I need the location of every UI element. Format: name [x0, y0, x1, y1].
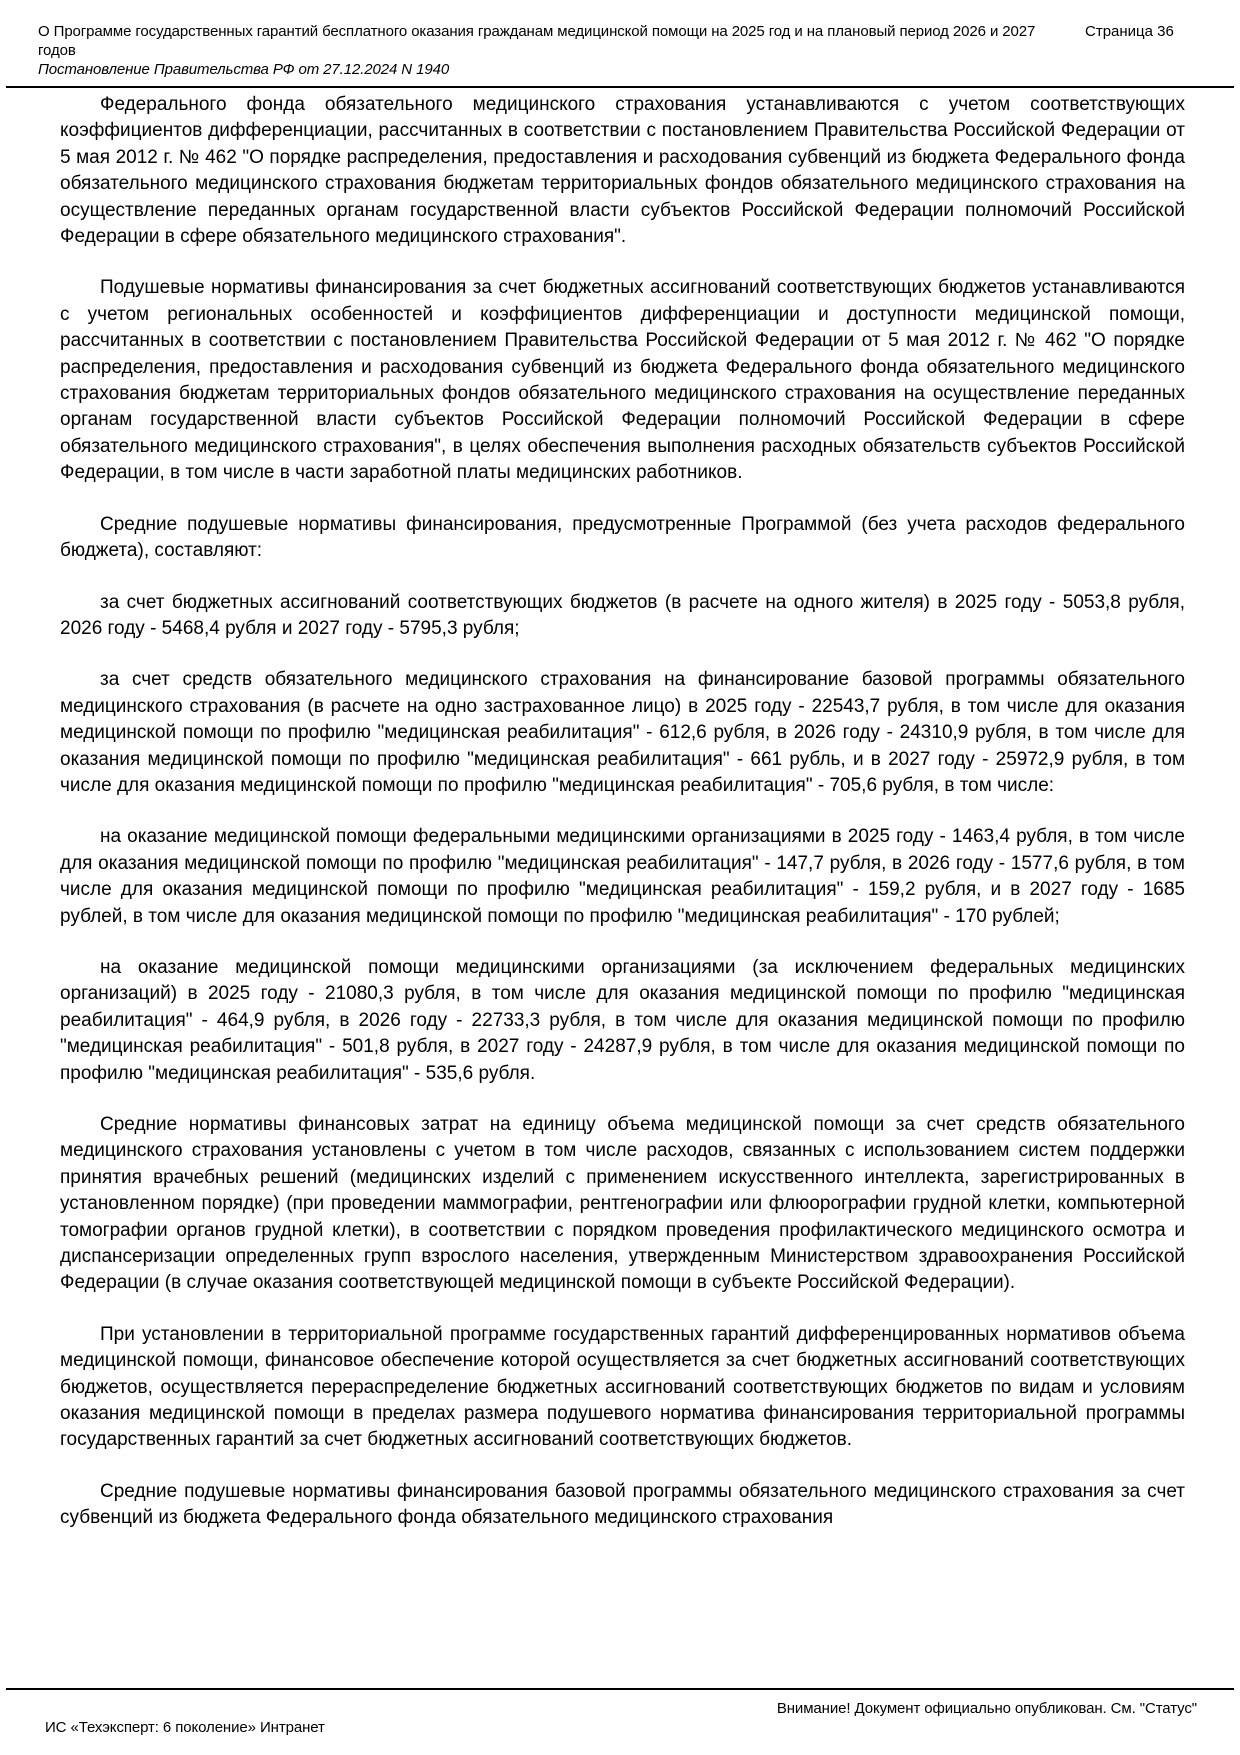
body-paragraph: Средние нормативы финансовых затрат на единицу объема медицинской помощи за счет средств обязательного медицинского страхования установлены с учетом в том числе расходов, связанных с использованием систем поддержки принятия врачебных решений (медицинских изделий с применением искусственного интеллекта, зарегистрированных в установленном порядке) (при проведении маммографии, рентгенографии или флюорографии грудной клетки, компьютерной томографии органов грудной клетки), в соответствии с порядком проведения профилактического медицинского осмотра и диспансеризации определенных групп взрослого населения, утвержденным Министерством здравоохранения Российской Федерации (в случае оказания соответствующей медицинской помощи в субъекте Российской Федерации). [60, 1114, 1185, 1294]
document-subtitle: Постановление Правительства РФ от 27.12.2024 N 1940 [38, 61, 450, 78]
body-paragraph: Федерального фонда обязательного медицинского страхования устанавливаются с учетом соответствующих коэффициентов дифференциации, рассчитанных в соответствии с постановлением Правительства Российской Федерации от 5 мая 2012 г. № 462 "О порядке распределения, предоставления и расходования субвенций из бюджета Федерального фонда обязательного медицинского страхования бюджетам территориальных фондов обязательного медицинского страхования на осуществление переданных органам государственной власти субъектов Российской Федерации полномочий Российской Федерации в сфере обязательного медицинского страхования". [60, 94, 1185, 248]
document-title: О Программе государственных гарантий бесплатного оказания гражданам медицинской помощи на 2025 год и на плановый период 2026 и 2027 годов [38, 23, 1036, 59]
body-paragraph: Средние подушевые нормативы финансирования, предусмотренные Программой (без учета расходов федерального бюджета), составляют: [60, 513, 1185, 562]
body-paragraph: на оказание медицинской помощи федеральными медицинскими организациями в 2025 году - 1463,4 рубля, в том числе для оказания медицинской помощи по профилю "медицинская реабилитация" - 147,7 рубля, в 2026 году - 1577,6 рубля, в том числе для оказания медицинской помощи по профилю "медицинская реабилитация" - 159,2 рубля, и в 2027 году - 1685 рублей, в том числе для оказания медицинской помощи по профилю "медицинская реабилитация" - 170 рублей; [60, 826, 1185, 927]
body-paragraph: Средние подушевые нормативы финансирования базовой программы обязательного медицинского страхования за счет субвенций из бюджета Федерального фонда обязательного медицинского страхования [60, 1480, 1185, 1529]
page-number-label: Страница 36 [1085, 23, 1174, 40]
body-paragraph: на оказание медицинской помощи медицинскими организациями (за исключением федеральных медицинских организаций) в 2025 году - 21080,3 рубля, в том числе для оказания медицинской помощи по профилю "медицинская реабилитация" - 464,9 рубля, в 2026 году - 22733,3 рубля, в том числе для оказания медицинской помощи по профилю "медицинская реабилитация" - 501,8 рубля, в 2027 году - 24287,9 рубля, в том числе для оказания медицинской помощи по профилю "медицинская реабилитация" - 535,6 рубля. [60, 956, 1185, 1084]
document-header [38, 22, 1240, 79]
header-divider [6, 86, 1234, 88]
body-paragraph: за счет бюджетных ассигнований соответствующих бюджетов (в расчете на одного жителя) в 2025 году - 5053,8 рубля, 2026 году - 5468,4 рубля и 2027 году - 5795,3 рубля; [60, 591, 1185, 639]
body-paragraph: При установлении в территориальной программе государственных гарантий дифференцированных нормативов объема медицинской помощи, финансовое обеспечение которой осуществляется за счет бюджетных ассигнований соответствующих бюджетов, осуществляется перераспределение бюджетных ассигнований соответствующих бюджетов по видам и условиям оказания медицинской помощи в пределах размера подушевого норматива финансирования территориальной программы государственных гарантий за счет бюджетных ассигнований соответствующих бюджетов. [60, 1323, 1185, 1451]
header-title-block [38, 22, 1043, 79]
information-system-label: ИС «Техэксперт: 6 поколение» Интранет [45, 1719, 325, 1736]
body-paragraph: за счет средств обязательного медицинского страхования на финансирование базовой программы обязательного медицинского страхования (в расчете на одно застрахованное лицо) в 2025 году - 22543,7 рубля, в том числе для оказания медицинской помощи по профилю "медицинская реабилитация" - 612,6 рубля, в 2026 году - 24310,9 рубля, в том числе для оказания медицинской помощи по профилю "медицинская реабилитация" - 661 рубль, и в 2027 году - 25972,9 рубля, в том числе для оказания медицинской помощи по профилю "медицинская реабилитация" - 705,6 рубля, в том числе: [60, 669, 1185, 796]
body-paragraph: Подушевые нормативы финансирования за счет бюджетных ассигнований соответствующих бюджетов устанавливаются с учетом региональных особенностей и коэффициентов дифференциации и доступности медицинской помощи, рассчитанных в соответствии с постановлением Правительства Российской Федерации от 5 мая 2012 г. № 462 "О порядке распределения, предоставления и расходования субвенций из бюджета Федерального фонда обязательного медицинского страхования бюджетам территориальных фондов обязательного медицинского страхования на осуществление переданных органам государственной власти субъектов Российской Федерации полномочий Российской Федерации в сфере обязательного медицинского страхования", в целях обеспечения выполнения расходных обязательств субъектов Российской Федерации, в том числе в части заработной платы медицинских работников. [60, 277, 1185, 484]
document-body [60, 89, 1185, 1687]
footer-divider [6, 1688, 1234, 1690]
official-publication-notice: Внимание! Документ официально опубликован. См. "Статус" [776, 1700, 1197, 1717]
